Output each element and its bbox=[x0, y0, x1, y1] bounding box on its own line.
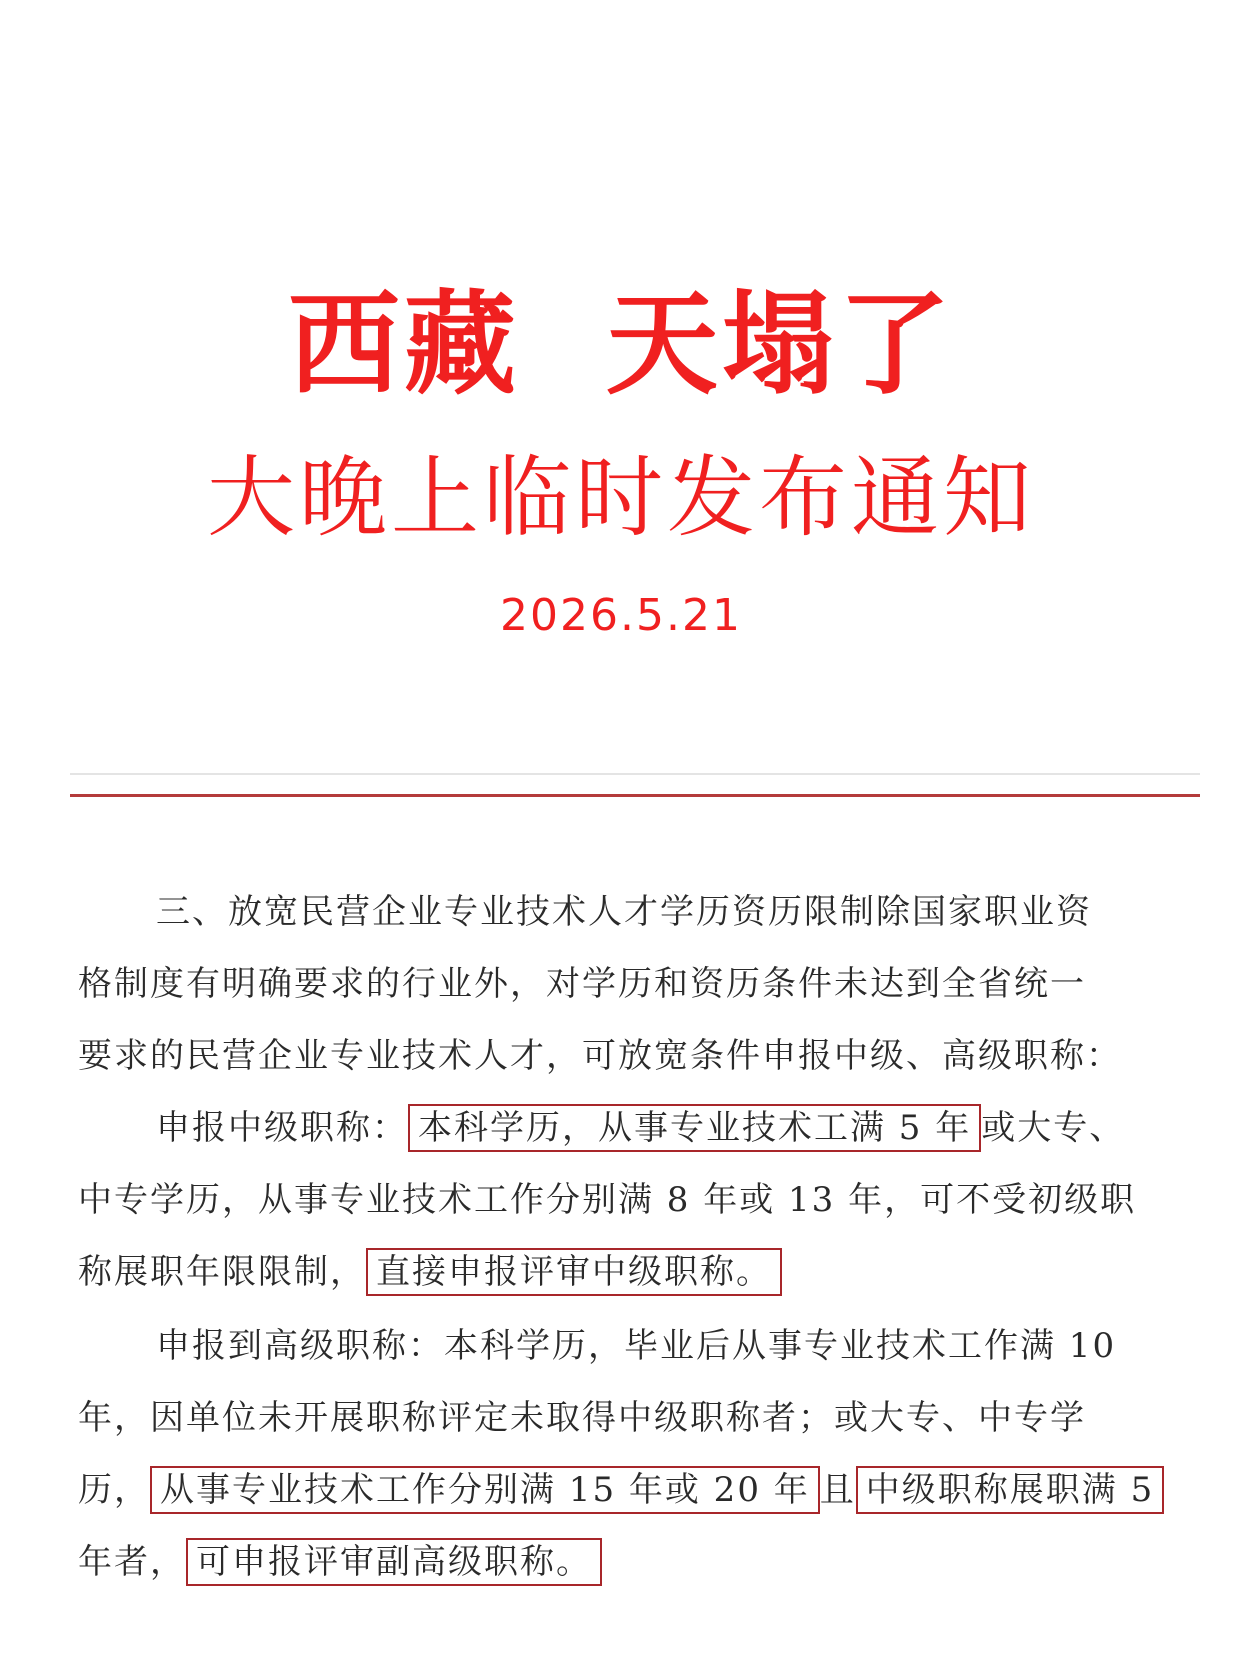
para3-line2 bbox=[78, 1382, 1188, 1454]
para3-line4-lead: 年者， bbox=[78, 1542, 186, 1582]
para3-line3 bbox=[78, 1454, 1188, 1526]
document-excerpt bbox=[78, 876, 1188, 1598]
highlight-box-direct-intermediate: 直接申报评审中级职称。 bbox=[366, 1248, 782, 1296]
highlight-box-bachelor-5yr: 本科学历，从事专业技术工满 5 年 bbox=[408, 1104, 981, 1152]
para3-line1-text: 申报到高级职称：本科学历，毕业后从事专业技术工作满 10 bbox=[156, 1326, 1117, 1366]
headline-subtitle: 大晚上临时发布通知 bbox=[206, 446, 1035, 549]
para2-line3-lead: 称展职年限限制， bbox=[78, 1252, 366, 1292]
para1-line3 bbox=[78, 1020, 1188, 1092]
para1-line1 bbox=[78, 876, 1188, 948]
highlight-box-associate-senior: 可申报评审副高级职称。 bbox=[186, 1538, 602, 1586]
para3-line3-mid: 且 bbox=[819, 1470, 856, 1510]
divider-red bbox=[70, 794, 1200, 797]
para2-line3 bbox=[78, 1236, 1188, 1308]
para2-line2-text: 中专学历，从事专业技术工作分别满 8 年或 13 年，可不受初级职 bbox=[78, 1180, 1137, 1220]
para3-line2-text: 年，因单位未开展职称评定未取得中级职称者；或大专、中专学 bbox=[78, 1398, 1086, 1438]
para1-line2-text: 格制度有明确要求的行业外，对学历和资历条件未达到全省统一 bbox=[78, 964, 1086, 1004]
highlight-box-intermediate-5yr: 中级职称展职满 5 bbox=[856, 1466, 1164, 1514]
para3-line4 bbox=[78, 1526, 1188, 1598]
para2-line1 bbox=[78, 1092, 1188, 1164]
para2-line1-lead: 申报中级职称： bbox=[156, 1108, 408, 1148]
para2-line1-tail: 或大专、 bbox=[981, 1108, 1126, 1148]
para2-line2 bbox=[78, 1164, 1188, 1236]
para3-line3-lead: 历， bbox=[78, 1470, 150, 1510]
para3-line1 bbox=[78, 1310, 1188, 1382]
headline-title: 西藏 天塌了 bbox=[288, 280, 954, 410]
para1-line3-text: 要求的民营企业专业技术人才，可放宽条件申报中级、高级职称： bbox=[78, 1036, 1122, 1076]
para1-line1-text: 三、放宽民营企业专业技术人才学历资历限制除国家职业资 bbox=[156, 892, 1092, 932]
highlight-box-15-20yr: 从事专业技术工作分别满 15 年或 20 年 bbox=[150, 1466, 820, 1514]
headline-date: 2026.5.21 bbox=[500, 590, 742, 641]
para1-line2 bbox=[78, 948, 1188, 1020]
divider-thin bbox=[70, 773, 1200, 775]
